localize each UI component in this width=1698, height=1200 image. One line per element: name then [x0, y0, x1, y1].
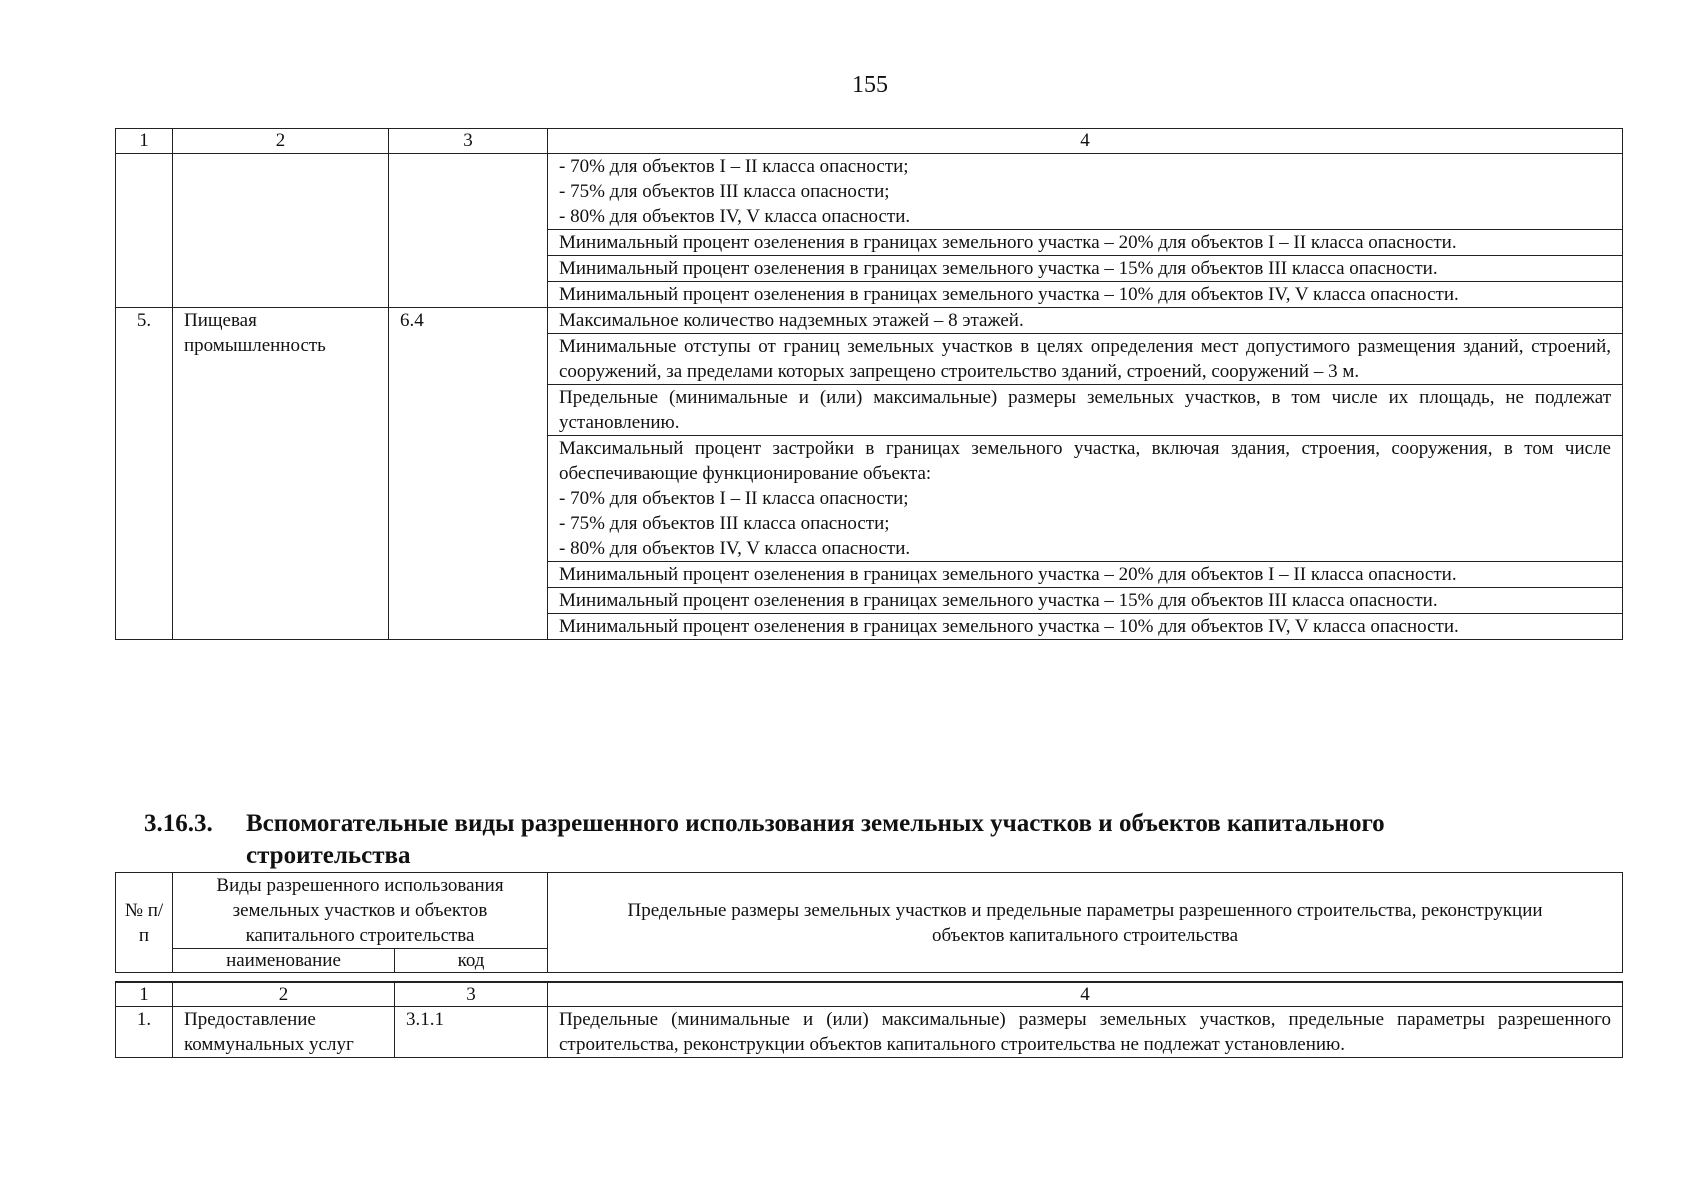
table-row: [116, 1007, 1623, 1058]
col-code-header: код: [395, 949, 548, 973]
row-number: 5.: [116, 308, 173, 640]
param-cell: Максимальное количество надземных этажей – 8 этажей.: [548, 308, 1623, 334]
parameters-table-main: [115, 128, 1623, 640]
list-item: - 75% для объектов III класса опасности;: [559, 513, 890, 534]
param-cell: Предельные (минимальные и (или) максимальные) размеры земельных участков, предельные параметры разрешенного строительства, реконструкции объектов капитального строительства не подлежат установлению.: [548, 1007, 1623, 1058]
header-cell: 3: [395, 982, 548, 1007]
col-num-header: № п/п: [116, 873, 173, 973]
table-header-row: [116, 873, 1623, 949]
section-heading: [144, 808, 1622, 872]
section-title-continued: строительства: [246, 842, 411, 869]
use-code: 3.1.1: [395, 1007, 548, 1058]
row-number: 1.: [116, 1007, 173, 1058]
list-item: - 80% для объектов IV, V класса опасности.: [559, 538, 911, 559]
use-name: Предоставление коммунальных услуг: [173, 1007, 395, 1058]
list-item: - 75% для объектов III класса опасности;: [559, 181, 890, 202]
table-row: [116, 154, 1623, 230]
table-header-row: [116, 982, 1623, 1007]
param-cell: Минимальные отступы от границ земельных участков в целях определения мест допустимого размещения зданий, строений, сооружений, за пределами которых запрещено строительство зданий, строений, сооружений – 3 м.: [548, 334, 1623, 385]
header-cell: 2: [173, 129, 389, 154]
param-cell: Минимальный процент озеленения в границах земельного участка – 10% для объектов IV, V класса опасности.: [548, 282, 1623, 308]
aux-uses-table: [115, 981, 1623, 1058]
param-cell: Предельные (минимальные и (или) максимальные) размеры земельных участков, в том числе их площадь, не подлежат установлению.: [548, 385, 1623, 436]
header-cell: 3: [389, 129, 548, 154]
col-name-header: наименование: [173, 949, 395, 973]
aux-uses-header-table: [115, 872, 1623, 973]
header-cell: 4: [548, 129, 1623, 154]
param-cell: Минимальный процент озеленения в границах земельного участка – 20% для объектов I – II класса опасности.: [548, 230, 1623, 256]
page-number: 155: [852, 72, 888, 98]
list-item: - 80% для объектов IV, V класса опасности.: [559, 206, 911, 227]
param-cell: Минимальный процент озеленения в границах земельного участка – 10% для объектов IV, V класса опасности.: [548, 614, 1623, 640]
use-name: Пищевая промышленность: [173, 308, 389, 640]
header-cell: 1: [116, 982, 173, 1007]
section-number: 3.16.3.: [144, 810, 213, 837]
header-cell: 4: [548, 982, 1623, 1007]
param-cell: [548, 154, 1623, 230]
section-title: Вспомогательные виды разрешенного использования земельных участков и объектов капитального: [246, 810, 1385, 837]
header-cell: 1: [116, 129, 173, 154]
col-types-header: Виды разрешенного использования земельных участков и объектов капитального строительства: [173, 873, 548, 949]
param-cell: Минимальный процент озеленения в границах земельного участка – 20% для объектов I – II класса опасности.: [548, 562, 1623, 588]
param-cell: Минимальный процент озеленения в границах земельного участка – 15% для объектов III класса опасности.: [548, 588, 1623, 614]
build-percent-intro: Максимальный процент застройки в границах земельного участка, включая здания, строения, сооружения, в том числе обеспечивающие функционирование объекта:: [559, 438, 1611, 484]
use-code: 6.4: [389, 308, 548, 640]
list-item: - 70% для объектов I – II класса опасности;: [559, 488, 909, 509]
header-cell: 2: [173, 982, 395, 1007]
param-cell: [548, 436, 1623, 562]
table-row: [116, 308, 1623, 334]
col-params-header: Предельные размеры земельных участков и предельные параметры разрешенного строительства, реконструкции объектов капитального строительства: [548, 873, 1623, 973]
table-header-row: [116, 129, 1623, 154]
list-item: - 70% для объектов I – II класса опасности;: [559, 156, 909, 177]
param-cell: Минимальный процент озеленения в границах земельного участка – 15% для объектов III класса опасности.: [548, 256, 1623, 282]
